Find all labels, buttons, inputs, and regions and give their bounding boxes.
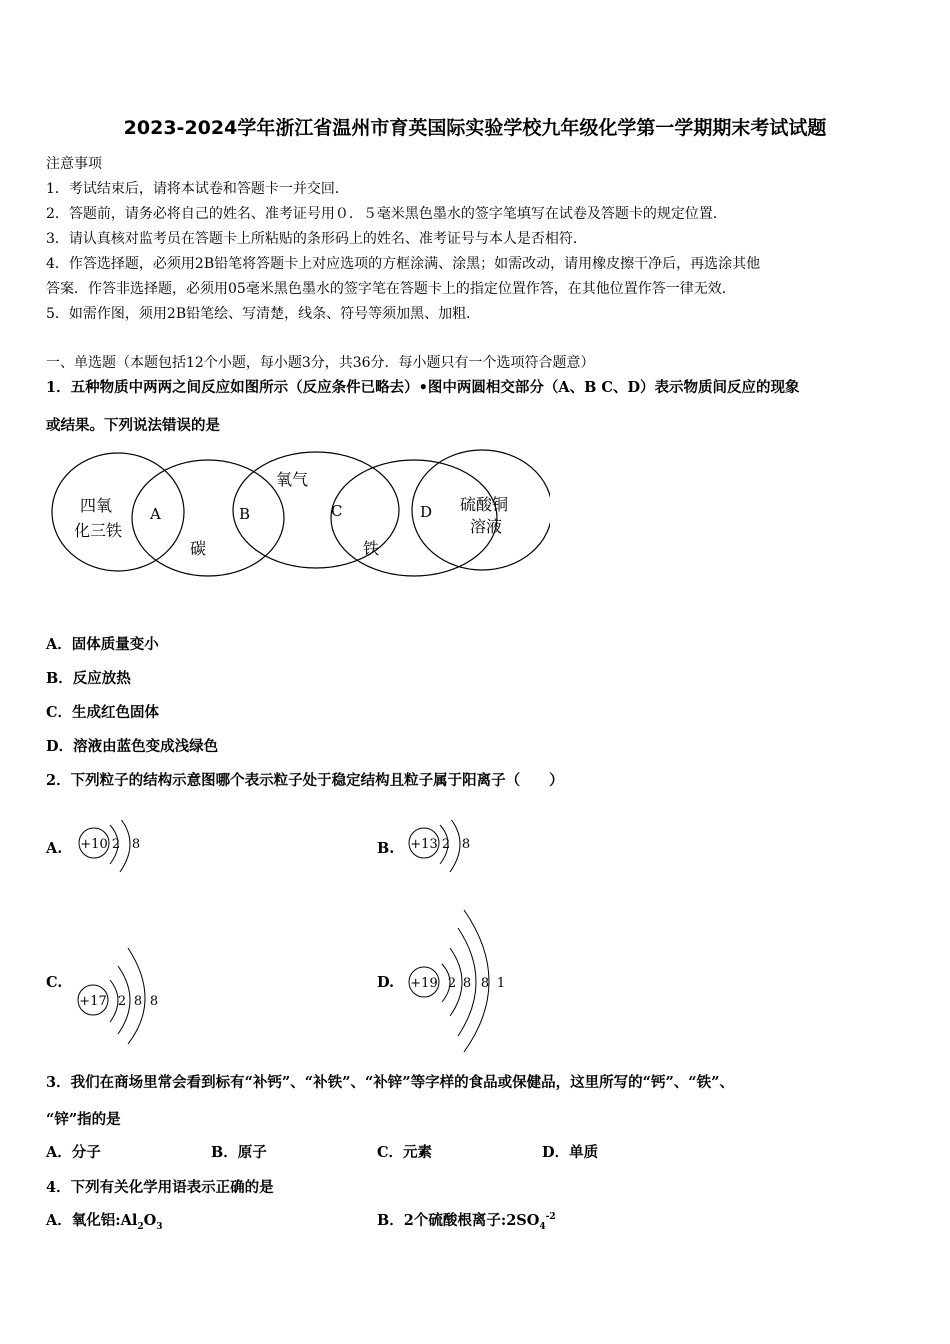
- notice-item: 5．如需作图，须用2B铅笔绘、写清楚，线条、符号等须加黑、加粗．: [46, 306, 481, 322]
- atom-diagram-d: [404, 906, 519, 1056]
- svg-text:8: 8: [149, 994, 159, 1009]
- svg-text:2: 2: [441, 837, 451, 852]
- q2-option-d-label[interactable]: D.: [377, 974, 395, 991]
- notice-item: 3．请认真核对监考员在答题卡上所粘贴的条形码上的姓名、准考证号与本人是否相符．: [46, 231, 587, 247]
- q1-option-a[interactable]: A．固体质量变小: [46, 636, 159, 653]
- q4-option-b[interactable]: B．2个硫酸根离子$:2SO_4^{-2}$: [377, 1212, 556, 1232]
- svg-text:8: 8: [461, 837, 471, 852]
- label-cuso4-2: 溶液: [470, 517, 503, 536]
- intersection-c: C: [331, 502, 343, 520]
- q4-option-a[interactable]: A．氧化铝$:Al_2O_3$: [46, 1212, 163, 1232]
- reaction-circles-diagram: [50, 448, 550, 583]
- svg-text:8: 8: [133, 994, 143, 1009]
- svg-text:1: 1: [496, 976, 506, 991]
- question-1-stem: 1．五种物质中两两之间反应如图所示（反应条件已略去）•图中两圆相交部分（A、B C、D）表示物质间反应的现象: [46, 379, 800, 396]
- q3-option-b[interactable]: B．原子: [211, 1144, 267, 1161]
- question-1-stem-cont: 或结果。下列说法错误的是: [46, 417, 220, 434]
- svg-text:8: 8: [480, 976, 490, 991]
- q1-option-b[interactable]: B．反应放热: [46, 670, 131, 687]
- notice-heading: 注意事项: [46, 156, 102, 172]
- q2-option-a-label[interactable]: A.: [46, 840, 63, 857]
- atom-diagram-a: [74, 820, 164, 885]
- label-iron: 铁: [363, 539, 380, 558]
- q2-option-c-label[interactable]: C.: [46, 974, 63, 991]
- notice-item: 2．答题前，请务必将自己的姓名、准考证号用０．５毫米黑色墨水的签字笔填写在试卷及答题卡的规定位置．: [46, 206, 727, 222]
- svg-text:+19: +19: [410, 976, 438, 991]
- question-2-stem: 2．下列粒子的结构示意图哪个表示粒子处于稳定结构且粒子属于阳离子（ ）: [46, 772, 564, 789]
- q3-option-a[interactable]: A．分子: [46, 1144, 101, 1161]
- label-carbon: 碳: [190, 539, 207, 558]
- intersection-b: B: [239, 505, 251, 523]
- q2-option-b-label[interactable]: B.: [377, 840, 395, 857]
- svg-text:2: 2: [111, 837, 121, 852]
- q3-option-c[interactable]: C．元素: [377, 1144, 433, 1161]
- label-fe3o4-2: 化三铁: [74, 521, 123, 540]
- notice-item: 答案．作答非选择题，必须用05毫米黑色墨水的签字笔在答题卡上的指定位置作答，在其他位置作答一律无效．: [46, 281, 736, 297]
- intersection-d: D: [420, 503, 433, 521]
- label-oxygen: 氧气: [276, 470, 309, 489]
- svg-text:+17: +17: [79, 994, 107, 1009]
- svg-text:8: 8: [462, 976, 472, 991]
- page-title: 2023-2024学年浙江省温州市育英国际实验学校九年级化学第一学期期末考试试题: [123, 117, 827, 139]
- question-4-stem: 4．下列有关化学用语表示正确的是: [46, 1179, 274, 1196]
- atom-diagram-b: [404, 820, 494, 885]
- notice-item: 1．考试结束后，请将本试卷和答题卡一并交回．: [46, 181, 349, 197]
- svg-text:+13: +13: [410, 837, 438, 852]
- svg-text:+10: +10: [80, 837, 108, 852]
- q1-option-d[interactable]: D．溶液由蓝色变成浅绿色: [46, 738, 219, 755]
- label-cuso4-1: 硫酸铜: [460, 495, 509, 514]
- q1-option-c[interactable]: C．生成红色固体: [46, 704, 160, 721]
- intersection-a: A: [150, 505, 161, 523]
- question-3-stem-cont: “锌”指的是: [46, 1111, 121, 1128]
- svg-text:2: 2: [117, 994, 127, 1009]
- section-heading: 一、单选题（本题包括12个小题，每小题3分，共36分．每小题只有一个选项符合题意）: [46, 355, 595, 371]
- notice-item: 4．作答选择题，必须用2B铅笔将答题卡上对应选项的方框涂满、涂黑；如需改动，请用橡皮擦干净后，再选涂其他: [46, 256, 761, 272]
- atom-diagram-c: [74, 944, 174, 1049]
- label-fe3o4-1: 四氧: [80, 496, 113, 515]
- question-3-stem: 3．我们在商场里常会看到标有“补钙”、“补铁”、“补锌”等字样的食品或保健品，这里所写的“钙”、“铁”、: [46, 1074, 734, 1091]
- svg-text:2: 2: [447, 976, 457, 991]
- svg-text:8: 8: [131, 837, 141, 852]
- q3-option-d[interactable]: D．单质: [542, 1144, 599, 1161]
